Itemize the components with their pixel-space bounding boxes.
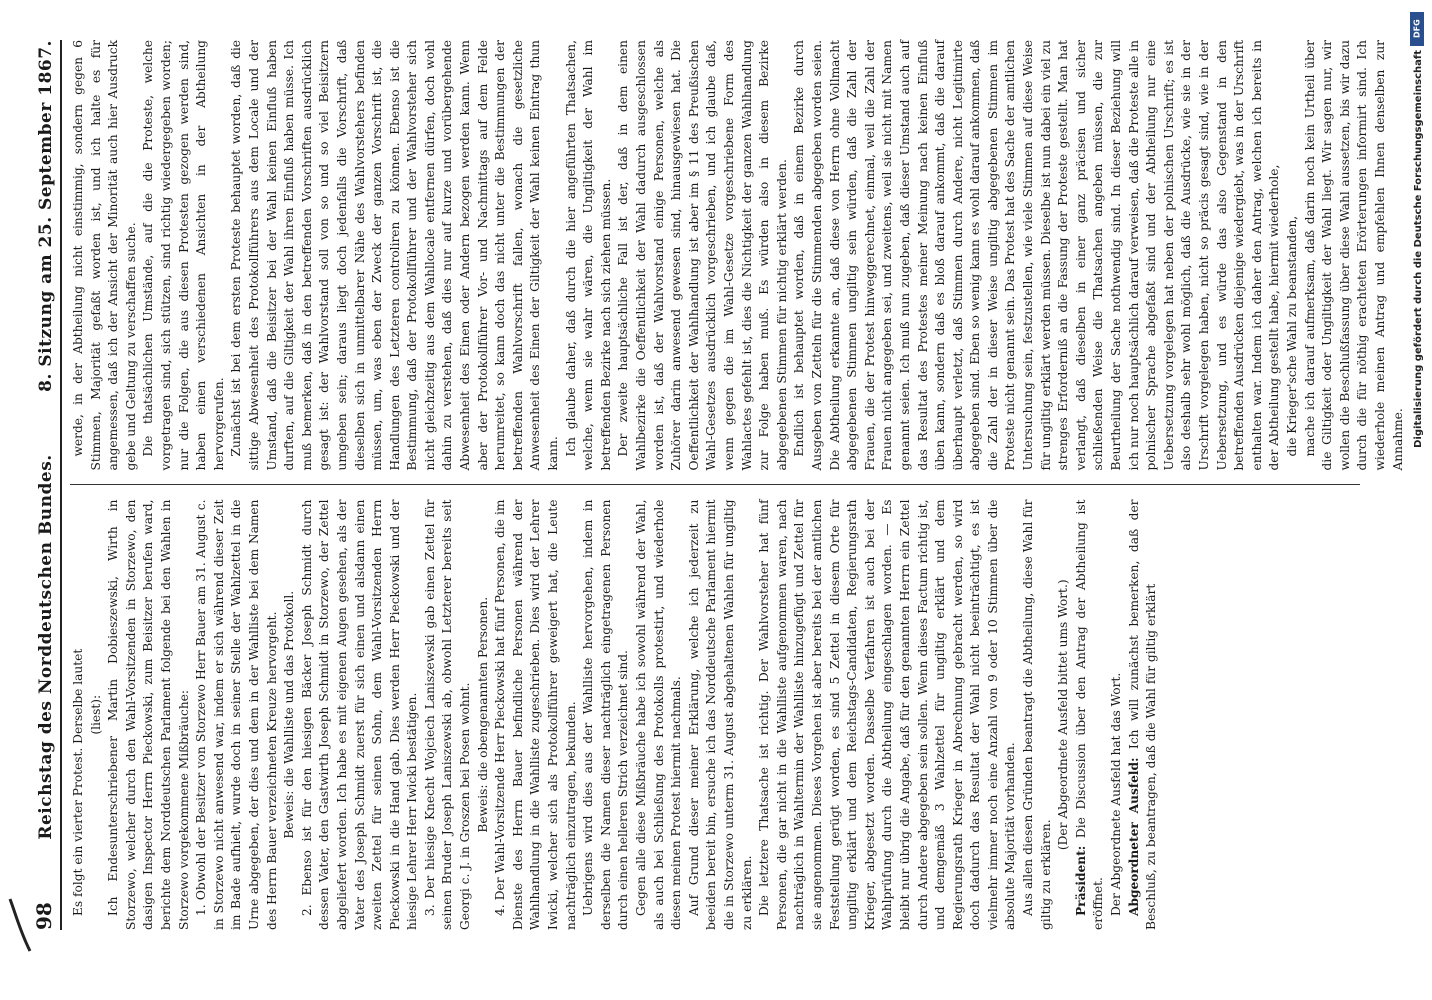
paragraph-text: 1. Obwohl der Besitzer von Storzewo Herr Bauer am 31. August c. in Storzewo nicht anwesend war, indem er sich während dieser Zeit im Bade aufhielt, wurde doch in seiner Stelle der Wahlzettel in die Urne abgegeben, der dies und dem in der Wahlliste bei dem Namen des Herrn Bauer verzeichneten Kreuze hervorgeht.	[194, 499, 279, 930]
digitization-notice: Digitalisierung gefördert durch die Deutsche Forschungsgemeinschaft	[1413, 50, 1424, 448]
paragraph	[492, 500, 580, 931]
paragraph	[105, 500, 193, 931]
paragraph-text: Endlich ist behauptet worden, daß in einem Bezirke durch Ausgeben von Zetteln für die Stimmenden abgegeben worden seien. Die Abtheilung erkannte an, daß diese von Herrn ohne Vollmacht abgegebenen Stimmen ungiltig sein würden, daß die Zahl der Frauen, die der Protest hinweggerechnet, einmal, weil die Zahl der Frauen nicht angegeben sei, und zweitens, weil sie nicht mit Namen genannt seien. Ich muß nun zugeben, daß dieser Umstand auch auf das Resultat des Protestes meiner Meinung nach keinen Einfluß üben kann, sondern daß es bloß darauf ankommt, daß die darauf überhaupt verletzt, daß Stimmen durch Andere, nicht Legitimirte abgegeben sind. Eben so wenig kann es wohl darauf ankommen, daß die Zahl der in dieser Weise ungiltig abgegebenen Stimmen im Proteste nicht genannt sein. Das Protest hat des Sache der amtlichen Untersuchung sein, festzustellen, wie viele Stimmen auf diese Weise für ungiltig erklärt werden müssen. Dieselbe ist nun dabei ein viel zu strenges Erforderniß an die Fassung der Proteste gestellt. Man hat verlangt, daß dieselben in einer ganz präcisen und sicher schließenden Weise die Thatsachen angeben müssen, die zur Beurtheilung der Sache nothwendig sind. In dieser Beziehung will ich nur noch hauptsächlich darauf verweisen, daß die Proteste alle in polnischer Sprache abgefaßt sind und der Abtheilung nur eine Uebersetzung vorgelegen hat neben der polnischen Urschrift; es ist also deshalb sehr wohl möglich, daß die Ausdrücke, wie sie in der Urschrift vorgelegen haben, nicht so präcis gesagt sind, wie in der Uebersetzung, und es würde das also Gegenstand in den betreffenden Ausdrücken diejenige wiedergiebt, was in der Urschrift enthalten war. Indem ich daher den Antrag, welchen ich bereits in der Abtheilung gestellt habe, hiermit wiederhole,	[792, 39, 1282, 471]
paragraph-text: Die thatsächlichen Umstände, auf die die Proteste, welche vorgetragen sind, sich stützen, sind richtig wiedergegeben worden; nur die Folgen, die aus diesen Protesten gezogen werden sind, haben einen verschiedenen Ansichten in der Abtheilung hervorgerufen.	[141, 40, 226, 471]
paragraph	[563, 40, 616, 471]
centered-note	[1055, 500, 1073, 931]
centered-note	[475, 500, 493, 931]
paragraph	[1020, 500, 1055, 931]
centered-note	[88, 500, 106, 931]
scan-artifact-mark	[6, 895, 36, 955]
paragraph-text: Beweis: die obengenannten Personen.	[475, 596, 490, 833]
paragraph-text: 4. Der Wahl-Vorsitzende Herr Pieckowski hat fünf Personen, die im Dienste des Herrn Bauer befindliche Personen während der Wahlhandlung in die Wahlliste zugeschrieben. Dies wird der Lehrer Iwicki, welcher sich als Protokollführer geweigert hat, die Leute nachträglich einzutragen, bekunden.	[493, 499, 578, 930]
paragraph-text: Auf Grund dieser meiner Erklärung, welche ich jederzeit zu beeiden bereit bin, ersuche ich das Norddeutsche Parlament hiermit die in Storzewo unterm 31. August abgehaltenen Wahlen für ungiltig zu erklären.	[686, 499, 754, 930]
paragraph-text: Uebrigens wird dies aus der Wahlliste hervorgehen, indem in derselben die Namen dieser nachträglich eingetragenen Personen durch einen helleren Strich verzeichnet sind.	[581, 499, 631, 930]
paragraph	[70, 40, 140, 471]
paragraph	[686, 500, 756, 931]
paragraph-text: 2. Ebenso ist für den hiesigen Bäcker Joseph Schmidt durch dessen Vater, den Gastwirth Joseph Schmidt in Storzewo, der Zettel abgeliefert worden. Ich habe es mit eigenen Augen gesehen, als der Vater des Joseph Schmidt zuerst für sich einen und alsdann einen zweiten Zettel für seinen Sohn, dem Wahl-Vorsitzenden Herrn Pieckowski in die Hand gab. Dies werden Herr Pieckowski und der hiesige Lehrer Herr Iwicki bestätigen.	[299, 499, 420, 930]
paragraph-text: Es folgt ein vierter Protest. Derselbe lautet	[71, 648, 85, 916]
digitization-sidebar	[1406, 6, 1430, 706]
paragraph-text: werde, in der Abtheilung nicht einstimmig, sondern gegen 6 Stimmen, Majorität gefaßt worden ist, und ich halte es für angemessen, daß ich der Ansicht der Minorität auch hier Ausdruck gebe und Geltung zu verschaffen suche.	[71, 40, 138, 471]
paragraph	[1284, 40, 1302, 471]
paragraph	[580, 500, 633, 931]
speaker-name: Präsident:	[1073, 845, 1088, 916]
centered-note	[281, 500, 299, 931]
paragraph	[1108, 500, 1126, 931]
paragraph	[70, 500, 88, 931]
paragraph	[791, 40, 1284, 471]
paragraph-text: Aus allen diesen Gründen beantragt die Abtheilung, diese Wahl für giltig zu erklären.	[1021, 499, 1053, 930]
paragraph	[1302, 40, 1408, 471]
paragraph-text: Die Discussion über den Antrag der Abtheilung ist eröffnet.	[1073, 499, 1106, 930]
text-body	[70, 39, 1405, 930]
paragraph	[193, 500, 281, 931]
paragraph-text: die Krieger'sche Wahl zu beanstanden,	[1284, 215, 1299, 457]
paragraph-text: mache ich darauf aufmerksam, daß darin noch kein Urtheil über die Giltigkeit oder Ungiltigkeit der Wahl liegt. Wir sagen nur, wir wollen die Beschlußfassung über diese Wahl aussetzen, bis wir dazu durch die für nöthig erachteten Erörterungen informirt sind. Ich wiederhole meinen Antrag und empfehlen Ihnen denselben zur Annahme.	[1302, 40, 1405, 471]
speaker-name: Abgeordneter Ausfeld:	[1126, 757, 1141, 916]
paragraph-text: Ich glaube daher, daß durch die hier angeführten Thatsachen, welche, wenn sie wahr wären, die Ungiltigkeit der Wahl im betreffenden Bezirke nach sich ziehen müssen.	[563, 40, 613, 471]
paragraph	[1073, 500, 1108, 931]
page-content	[22, 39, 1405, 930]
text-column-right	[70, 39, 1405, 471]
paragraph-text: Beweis: die Wahlliste und das Protokoll.	[282, 590, 297, 839]
paragraph	[422, 500, 475, 931]
paragraph	[1126, 500, 1161, 931]
column-divider	[70, 485, 1360, 486]
header-title-left: Reichstag des Norddeutschen Bundes.	[36, 454, 56, 840]
paragraph	[299, 500, 422, 931]
paragraph	[228, 40, 562, 471]
paragraph-text: (Der Abgeordnete Ausfeld bittet ums Wort.)	[1056, 579, 1071, 851]
paragraph	[756, 500, 1020, 931]
page-number: 98	[32, 902, 56, 930]
paragraph-text: Der Abgeordnete Ausfeld hat das Wort.	[1109, 672, 1124, 916]
dfg-logo: DFG	[1410, 12, 1424, 46]
paragraph	[615, 40, 791, 471]
paragraph	[140, 40, 228, 471]
paragraph-text: Der zweite hauptsächliche Fall ist der, daß in dem einen Wahlbezirke die Oeffentlichkeit der Wahl dadurch ausgeschlossen worden ist, daß der Wahlvorstand einige Personen, welche als Zuhörer darin anwesend gewesen sind, hinausgewiesen hat. Die Oeffentlichkeit der Wahlhandlung ist aber im § 11 des Preußischen Wahl-Gesetzes ausdrücklich vorgeschrieben, und ich glaube daß, wenn gegen die im Wahl-Gesetze vorgeschriebene Form des Wahlactes gefehlt ist, dies die Nichtigkeit der ganzen Wahlhandlung zur Folge haben muß. Es würden also in diesem Bezirke abgegebenen Stimmen für nichtig erklärt werden.	[616, 40, 789, 471]
paragraph-text: Ich will zunächst bemerken, daß der Beschluß, zu beantragen, daß die Wahl für giltig erklärt	[1126, 499, 1159, 930]
paragraph-text: Ich Endesunterschriebener Martin Dobieszewski, Wirth in Storzewo, welcher durch den Wahl-Vorsitzenden in Storzewo, den dasigen Inspector Herrn Pieckowski, zum Beisitzer berufen ward, berichte dem Norddeutschen Parlament folgende bei den Wahlen in Storzewo vorgekommene Mißbräuche:	[106, 499, 191, 930]
running-header	[22, 40, 62, 930]
header-title-right: 8. Sitzung am 25. September 1867.	[36, 40, 56, 392]
paragraph-text: Gegen alle diese Mißbräuche habe ich sowohl während der Wahl, als auch bei Schließung des Protokolls protestirt, und wiederhole diesen meinen Protest hiermit nachmals.	[634, 499, 684, 930]
paragraph-text: Die letztere Thatsache ist richtig. Der Wahlvorsteher hat fünf Personen, die gar nicht in die Wahlliste aufgenommen waren, nach nachträglich in Wahltermin der Wahlliste hinzugefügt und Zettel für sie angenommen. Dieses Vorgehen ist aber bereits bei der amtlichen Feststellung gerügt worden, es sind 5 Zettel in diesem Orte für ungiltig erklärt und dem Reichstags-Candidaten, Regierungsrath Krieger, abgesetzt worden. Dasselbe Verfahren ist auch bei der Wahlprüfung durch die Abtheilung eingeschlagen worden. — Es bleibt nur übrig die Angabe, daß für den genannten Herrn ein Zettel durch Andere abgegeben sein sollen. Wenn dieses Factum richtig ist, und demgemäß 3 Wahlzettel für ungiltig erklärt und dem Regierungsrath Krieger in Abrechnung gebracht werden, so wird doch dadurch das Resultat der Wahl nicht beeinträchtigt, es ist vielmehr immer noch eine Anzahl von 9 oder 10 Stimmen über die absolute Majorität vorhanden.	[757, 499, 1018, 930]
paragraph-text: (liest):	[88, 694, 103, 735]
text-column-left	[70, 500, 1360, 931]
paragraph	[633, 500, 686, 931]
paragraph-text: Zunächst ist bei dem ersten Proteste behauptet worden, daß die sittige Abwesenheit des Protokollführers aus dem Locale und der Umstand, daß die Beisitzer bei der Wahl keinen Einfluß haben durften, auf die Giltigkeit der Wahl ihren Einfluß haben müsse. Ich muß bemerken, daß in den betreffenden Vorschriften ausdrücklich gesagt ist: der Wahlvorstand soll von so und so viel Beisitzern umgeben sein; daraus liegt doch jedenfalls die Vorschrift, daß dieselben sich in unmittelbarer Nähe des Wahlvorstehers befinden müssen, um, was eben der Zweck der ganzen Vorschrift ist, die Handlungen des Letzteren controliren zu können. Ebenso ist die Bestimmung, daß der Protokollführer und der Wahlvorsteher sich nicht gleichzeitig aus dem Wahllocale entfernen dürfen, doch wohl dahin zu verstehen, daß dies nur auf kurze und vorübergehende Abwesenheit des Einen oder Andern bezogen werden kann. Wenn aber der Protokollführer Vor- und Nachmittags auf dem Felde herumreitet, so kann doch das nicht unter die Bestimmungen der betreffenden Wahlvorschrift fallen, wonach die gesetzliche Anwesenheit des Einen der Giltigkeit der Wahl keinen Eintrag thun kann.	[229, 40, 561, 471]
paragraph-text: 3. Der hiesige Knecht Wojciech Laniszewski gab einen Zettel für seinen Bruder Joseph Laniszewski ab, obwohl Letzterer bereits seit Georgi c. J. in Groszen bei Posen wohnt.	[422, 499, 473, 930]
